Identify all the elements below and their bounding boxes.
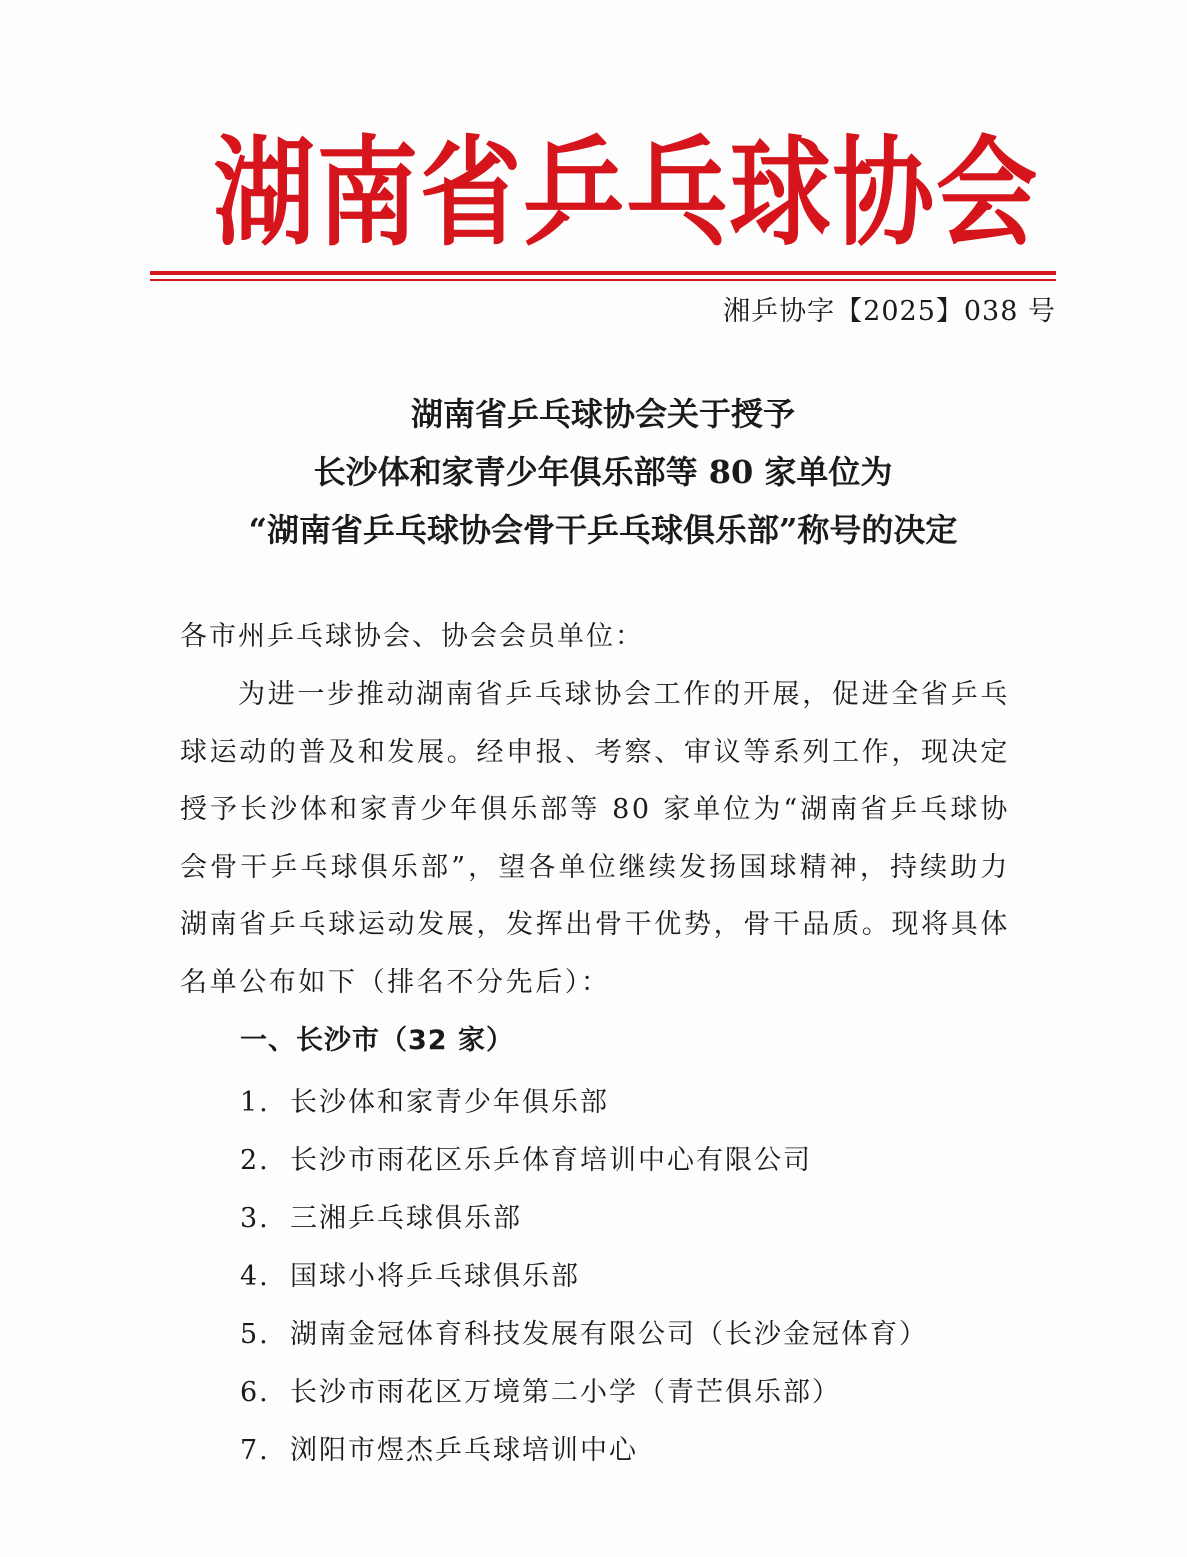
list-item	[240, 1422, 928, 1480]
body-paragraph: 为进一步推动湖南省乒乓球协会工作的开展，促进全省乒乓球运动的普及和发展。经申报、考察、审议等系列工作，现决定授予长沙体和家青少年俱乐部等 80 家单位为“湖南省乒乓球协会骨干乒乓球俱乐部”，望各单位继续发扬国球精神，持续助力湖南省乒乓球运动发展，发挥出骨干优势，骨干品质。现将具体名单公布如下（排名不分先后）：	[180, 679, 1010, 998]
masthead-rule-thin	[150, 279, 1056, 281]
list-item-number: 6.	[240, 1377, 270, 1408]
section-heading-changsha: 一、长沙市（32 家）	[240, 1025, 514, 1056]
list-item-name: 长沙体和家青少年俱乐部	[290, 1087, 609, 1118]
list-item	[240, 1248, 928, 1306]
list-item-name: 长沙市雨花区乐乒体育培训中心有限公司	[290, 1145, 812, 1176]
list-item-name: 浏阳市煜杰乒乓球培训中心	[290, 1435, 638, 1466]
list-item-number: 2.	[240, 1145, 270, 1176]
list-item-name: 湖南金冠体育科技发展有限公司（长沙金冠体育）	[290, 1319, 928, 1350]
list-item	[240, 1364, 928, 1422]
list-item-name: 三湘乒乓球俱乐部	[290, 1203, 522, 1234]
title-line-3: “湖南省乒乓球协会骨干乒乓球俱乐部”称号的决定	[248, 511, 958, 549]
masthead-rule-thick	[150, 271, 1056, 275]
club-list	[240, 1074, 928, 1480]
list-item-number: 7.	[240, 1435, 270, 1466]
list-item-number: 1.	[240, 1087, 270, 1118]
list-item-name: 长沙市雨花区万境第二小学（青芒俱乐部）	[290, 1377, 841, 1408]
list-item	[240, 1190, 928, 1248]
list-item-name: 国球小将乒乓球俱乐部	[290, 1261, 580, 1292]
salutation: 各市州乒乓球协会、协会会员单位：	[180, 621, 644, 652]
list-item	[240, 1132, 928, 1190]
list-item	[240, 1306, 928, 1364]
document-title	[150, 385, 1056, 559]
list-item-number: 4.	[240, 1261, 270, 1292]
title-line-2: 长沙体和家青少年俱乐部等 80 家单位为	[313, 453, 893, 491]
list-item-number: 3.	[240, 1203, 270, 1234]
document-number: 湘乒协字【2025】038 号	[723, 296, 1056, 327]
org-masthead: 湖南省乒乓球协会	[213, 124, 1040, 262]
list-item	[240, 1074, 928, 1132]
title-line-1: 湖南省乒乓球协会关于授予	[410, 395, 795, 433]
list-item-number: 5.	[240, 1319, 270, 1350]
